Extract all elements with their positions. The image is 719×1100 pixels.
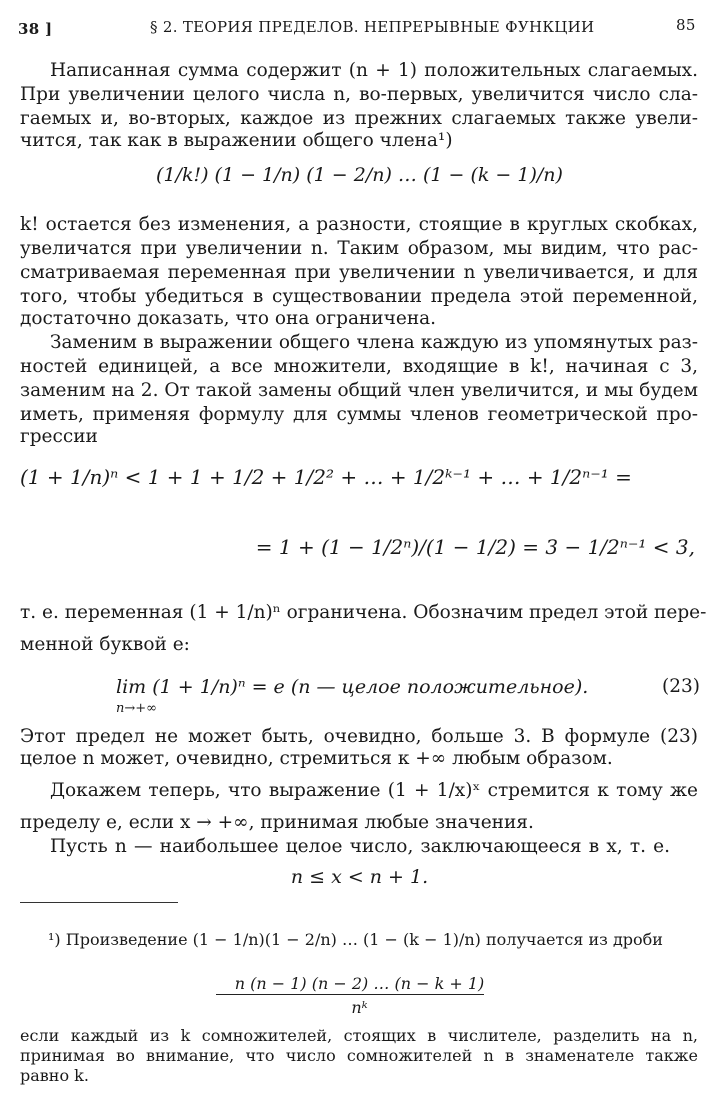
para3-line3: заменим на 2. От такой замены общий член увеличится, и мы будем	[20, 380, 698, 401]
footnote-tail-line2: принимая во внимание, что число сомножителей n в знаменателе также	[20, 1046, 698, 1065]
para2-line1: k! остается без изменения, а разности, стоящие в круглых скобках,	[20, 214, 698, 235]
footnote-fraction-bar	[216, 994, 484, 995]
equation-number-23: (23)	[662, 676, 700, 697]
para1-line2: При увеличении целого числа n, во-первых, увеличится число сла-	[20, 84, 698, 105]
para4-line1: т. е. переменная (1 + 1/n)ⁿ ограничена. Обозначим предел этой пере-	[20, 602, 707, 623]
formula-general-term: (1/k!) (1 − 1/n) (1 − 2/n) … (1 − (k − 1)/n)	[156, 164, 563, 186]
page-left-mark: 38 ]	[18, 20, 53, 38]
page-number: 85	[676, 16, 696, 34]
para1-line1: Написанная сумма содержит (n + 1) положительных слагаемых.	[50, 60, 698, 81]
para2-line2: увеличатся при увеличении n. Таким образом, мы видим, что рас-	[20, 238, 698, 259]
running-title: § 2. ТЕОРИЯ ПРЕДЕЛОВ. НЕПРЕРЫВНЫЕ ФУНКЦИИ	[150, 18, 595, 36]
para6-line1: Докажем теперь, что выражение (1 + 1/x)ˣ стремится к тому же	[50, 780, 698, 801]
para3-line5: грессии	[20, 426, 98, 447]
para6-line2: пределу e, если x → +∞, принимая любые значения.	[20, 812, 534, 833]
para4-line2: менной буквой e:	[20, 634, 190, 655]
para7: Пусть n — наибольшее целое число, заключающееся в x, т. е.	[50, 836, 670, 857]
para1-line4: чится, так как в выражении общего члена¹)	[20, 130, 453, 151]
footnote-tail-line1: если каждый из k сомножителей, стоящих в числителе, разделить на n,	[20, 1026, 698, 1045]
para5-line2: целое n может, очевидно, стремиться к +∞ любым образом.	[20, 748, 613, 769]
para3-line4: иметь, применяя формулу для суммы членов геометрической про-	[20, 404, 698, 425]
formula-limit-e: lim (1 + 1/n)ⁿ = e (n — целое положительное).	[116, 676, 589, 698]
para2-line3: сматриваемая переменная при увеличении n увеличивается, и для	[20, 262, 698, 283]
footnote-fraction-denominator: nᵏ	[351, 998, 368, 1017]
formula-limit-subscript: n→+∞	[116, 701, 157, 716]
para1-line3: гаемых и, во-вторых, каждое из прежних слагаемых также увели-	[20, 108, 698, 129]
para3-line1: Заменим в выражении общего члена каждую из упомянутых раз-	[50, 332, 698, 353]
para2-line4: того, чтобы убедиться в существовании предела этой переменной,	[20, 286, 698, 307]
para2-line5: достаточно доказать, что она ограничена.	[20, 308, 437, 329]
formula-geometric-sum-line2: = 1 + (1 − 1/2ⁿ)/(1 − 1/2) = 3 − 1/2ⁿ⁻¹ < 3,	[255, 535, 695, 559]
formula-floor-bound: n ≤ x < n + 1.	[290, 866, 429, 888]
para5-line1: Этот предел не может быть, очевидно, больше 3. В формуле (23)	[20, 726, 698, 747]
footnote-fraction-numerator: n (n − 1) (n − 2) … (n − k + 1)	[234, 974, 485, 993]
formula-geometric-sum-line1: (1 + 1/n)ⁿ < 1 + 1 + 1/2 + 1/2² + … + 1/2ᵏ⁻¹ + … + 1/2ⁿ⁻¹ =	[20, 465, 632, 489]
para3-line2: ностей единицей, а все множители, входящие в k!, начиная с 3,	[20, 356, 698, 377]
footnote-line1: ¹) Произведение (1 − 1/n)(1 − 2/n) … (1 − (k − 1)/n) получается из дроби	[48, 930, 663, 949]
footnote-divider	[20, 902, 178, 903]
footnote-tail-line3: равно k.	[20, 1066, 89, 1085]
